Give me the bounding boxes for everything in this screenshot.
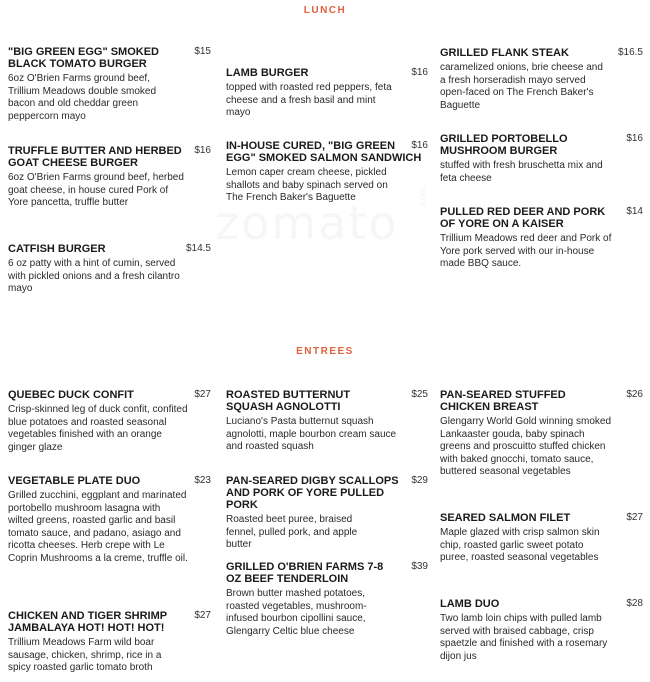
item-description: Glengarry World Gold winning smoked Lankaaster gouda, baby spinach greens and proscuitto stuffed chicken with baked gnocchi, tomato sauce, buttered seasonal vegetables	[440, 416, 612, 477]
item-name: ROASTED BUTTERNUT SQUASH AGNOLOTTI	[226, 389, 351, 413]
item-name: GRILLED O'BRIEN FARMS 7-8 OZ BEEF TENDERLOIN	[226, 561, 384, 585]
item-price: $16	[411, 67, 428, 78]
item-price: $16	[626, 133, 643, 144]
item-name: TRUFFLE BUTTER AND HERBED GOAT CHEESE BURGER	[8, 145, 182, 169]
menu-item	[8, 243, 213, 296]
item-price: $14.5	[185, 243, 211, 254]
item-name: PAN-SEARED STUFFED CHICKEN BREAST	[440, 389, 566, 413]
menu-item	[226, 389, 428, 454]
item-name: CATFISH BURGER	[8, 243, 106, 255]
item-price: $23	[194, 475, 211, 486]
item-price: $15	[194, 46, 211, 57]
item-name: PULLED RED DEER AND PORK OF YORE ON A KAISER	[440, 206, 606, 230]
item-price: $16	[194, 145, 211, 156]
item-name: VEGETABLE PLATE DUO	[8, 475, 141, 487]
item-description: Lemon caper cream cheese, pickled shallots and baby spinach served on The French Baker's Baguette	[226, 167, 388, 203]
item-description: Luciano's Pasta butternut squash agnolotti, maple bourbon cream sauce and roasted squash	[226, 416, 397, 452]
item-name: "BIG GREEN EGG" SMOKED BLACK TOMATO BURGER	[8, 46, 160, 70]
item-description: Trillium Meadows Farm wild boar sausage, chicken, shrimp, rice in a spicy roasted garlic tomato broth	[8, 637, 162, 673]
menu-item	[440, 47, 643, 112]
menu-item	[8, 610, 213, 675]
item-price: $27	[194, 610, 211, 621]
item-description: Crisp-skinned leg of duck confit, confited blue potatoes and roasted seasonal vegetables finished with an orange ginger glaze	[8, 404, 188, 453]
item-name: QUEBEC DUCK CONFIT	[8, 389, 134, 401]
menu-item	[440, 389, 643, 479]
item-price: $27	[626, 512, 643, 523]
item-name: LAMB BURGER	[226, 67, 309, 79]
item-description: 6oz O'Brien Farms ground beef, Trillium Meadows double smoked bacon and old cheddar green peppercorn mayo	[8, 73, 157, 122]
menu-item	[8, 389, 213, 454]
item-price: $39	[411, 561, 428, 572]
menu-item	[226, 140, 428, 205]
item-price: $28	[626, 598, 643, 609]
item-name: GRILLED FLANK STEAK	[440, 47, 569, 59]
menu-item	[8, 475, 213, 565]
section-heading-entrees: ENTREES	[296, 346, 354, 357]
menu-item	[226, 561, 428, 638]
section-heading-lunch: LUNCH	[303, 5, 347, 16]
menu-item	[8, 46, 213, 123]
menu-item	[440, 512, 643, 565]
item-description: topped with roasted red peppers, feta cheese and a fresh basil and mint mayo	[226, 82, 392, 118]
menu-item	[440, 206, 643, 271]
item-description: Two lamb loin chips with pulled lamb served with braised cabbage, crisp spaetzle and finished with a rosemary dijon jus	[440, 613, 608, 662]
item-description: Brown butter mashed potatoes, roasted vegetables, mushroom-infused bourbon cipollini sauce, Glengarry Celtic blue cheese	[226, 588, 367, 637]
item-description: Grilled zucchini, eggplant and marinated portobello mushroom lasagna with wilted greens, roasted garlic and basil tomato sauce, and padano, asiago and ricotta cheeses. Herb crepe with Le Coprin Mushrooms a la creme, truffle oil.	[8, 490, 188, 564]
menu-item	[226, 67, 428, 120]
item-price: $25	[411, 389, 428, 400]
menu-item	[440, 133, 643, 185]
item-description: 6oz O'Brien Farms ground beef, herbed goat cheese, in house cured Pork of Yore pancetta, truffle butter	[8, 172, 184, 208]
item-name: LAMB DUO	[440, 598, 500, 610]
item-name: IN-HOUSE CURED, "BIG GREEN EGG" SMOKED SALMON SANDWICH	[226, 140, 422, 164]
item-description: Maple glazed with crisp salmon skin chip, roasted garlic sweet potato puree, roasted seasonal vegetables	[440, 527, 600, 563]
item-name: GRILLED PORTOBELLO MUSHROOM BURGER	[440, 133, 568, 157]
item-description: caramelized onions, brie cheese and a fresh horseradish mayo served open-faced on The French Baker's Baguette	[440, 62, 603, 111]
item-name: PAN-SEARED DIGBY SCALLOPS AND PORK OF YORE PULLED PORK	[226, 475, 399, 511]
item-name: SEARED SALMON FILET	[440, 512, 571, 524]
watermark-suffix: .com	[418, 186, 429, 208]
item-price: $16.5	[617, 47, 643, 58]
item-description: Roasted beet puree, braised fennel, pulled pork, and apple butter	[226, 514, 358, 550]
menu-item	[226, 475, 428, 552]
item-price: $16	[411, 140, 428, 151]
item-price: $14	[626, 206, 643, 217]
item-description: Trillium Meadows red deer and Pork of Yore pork served with our in-house made BBQ sauce.	[440, 233, 612, 269]
item-description: stuffed with fresh bruschetta mix and feta cheese	[440, 160, 603, 184]
menu-item	[440, 598, 643, 663]
item-price: $27	[194, 389, 211, 400]
item-name: CHICKEN AND TIGER SHRIMP JAMBALAYA HOT! HOT! HOT!	[8, 610, 167, 634]
item-price: $29	[411, 475, 428, 486]
item-description: 6 oz patty with a hint of cumin, served with pickled onions and a fresh cilantro mayo	[8, 258, 180, 294]
menu-item	[8, 145, 213, 210]
item-price: $26	[626, 389, 643, 400]
